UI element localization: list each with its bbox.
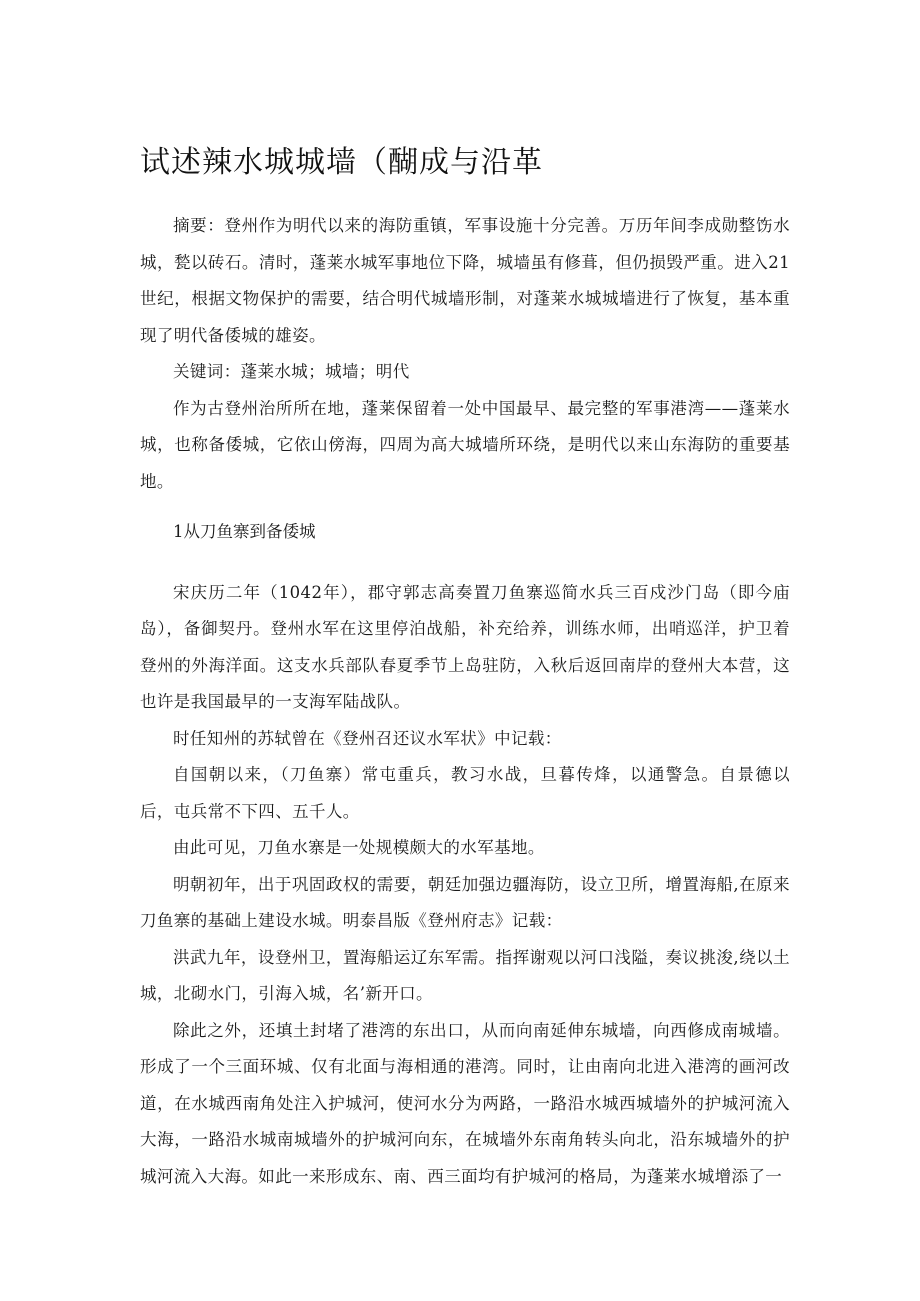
section-heading: 1从刀鱼寨到备倭城 — [173, 522, 316, 541]
quotation-paragraph: 洪武九年，设登州卫，置海船运辽东军需。指挥谢观以河口浅隘，奏议挑浚,绕以土城，北砌水门，引海入城，名’新开口。 — [140, 947, 790, 1003]
quotation-paragraph: 自国朝以来，（刀鱼寨）常屯重兵，教习水战，旦暮传烽，以通警急。自景德以后，屯兵常不下四、五千人。 — [140, 765, 790, 821]
keywords-paragraph: 关键词：蓬莱水城；城墙；明代 — [173, 362, 410, 381]
abstract-paragraph: 摘要：登州作为明代以来的海防重镇，军事设施十分完善。万历年间李成勋整饬水城，甃以砖石。清时，蓬莱水城军事地位下降，城墙虽有修葺，但仍损毁严重。进入21世纪，根据文物保护的需要，结合明代城墙形制，对蓬莱水城城墙进行了恢复，基本重现了明代备倭城的雄姿。 — [140, 216, 790, 345]
document-title: 试述辣水城城墙（醐成与沿革 — [140, 145, 543, 180]
intro-paragraph: 作为古登州治所所在地，蓬莱保留着一处中国最早、最完整的军事港湾——蓬莱水城，也称备倭城，它依山傍海，四周为高大城墙所环绕，是明代以来山东海防的重要基地。 — [140, 398, 790, 491]
body-paragraph: 明朝初年，出于巩固政权的需要，朝廷加强边疆海防，设立卫所，增置海船,在原来刀鱼寨的基础上建设水城。明泰昌版《登州府志》记载： — [140, 874, 790, 930]
body-paragraph: 由此可见，刀鱼水寨是一处规模颇大的水军基地。 — [173, 838, 545, 857]
body-paragraph: 时任知州的苏轼曾在《登州召还议水军状》中记载： — [173, 728, 562, 748]
body-paragraph: 宋庆历二年（1042年），郡守郭志高奏置刀鱼寨巡简水兵三百戍沙门岛（即今庙岛），备御契丹。登州水军在这里停泊战船，补充给养，训练水师，出哨巡洋，护卫着登州的外海洋面。这支水兵部队春夏季节上岛驻防，入秋后返回南岸的登州大本营，这也许是我国最早的一支海军陆战队。 — [140, 582, 790, 711]
body-paragraph: 除此之外，还填土封堵了港湾的东出口，从而向南延伸东城墙，向西修成南城墙。形成了一个三面环城、仅有北面与海相通的港湾。同时，让由南向北进入港湾的画河改道，在水城西南角处注入护城河，使河水分为两路，一路沿水城西城墙外的护城河流入大海，一路沿水城南城墙外的护城河向东，在城墙外东南角转头向北，沿东城墙外的护城河流入大海。如此一来形成东、南、西三面均有护城河的格局，为蓬莱水城增添了一 — [140, 1020, 790, 1186]
